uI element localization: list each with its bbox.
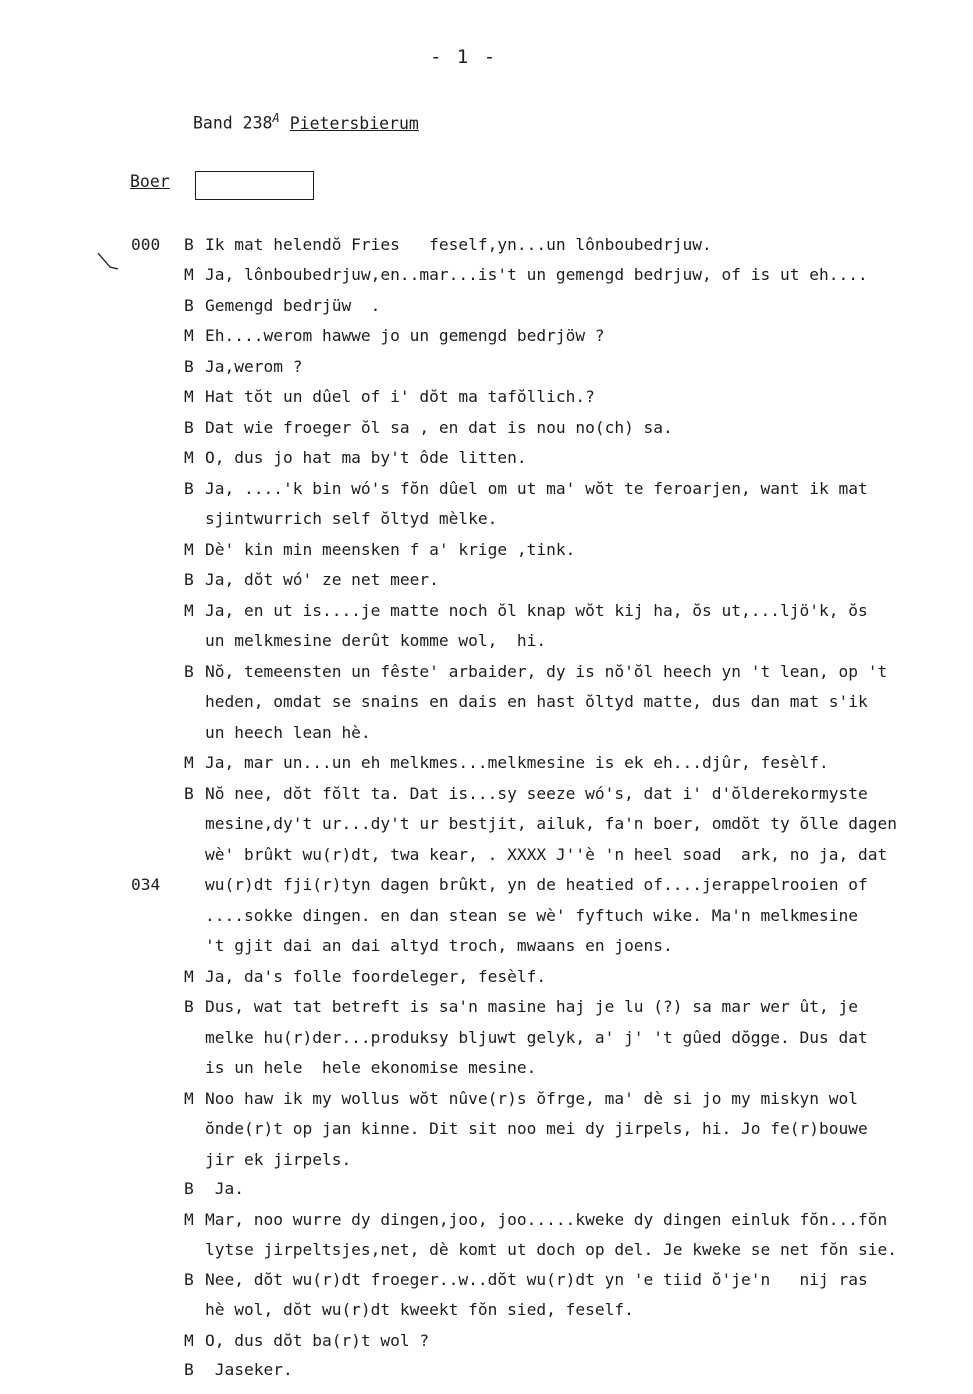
utterance-text: Ja, mar un...un eh melkmes...melkmesine is ek eh...djûr, fesèlf. [205, 753, 829, 772]
utterance-text: O, dus jo hat ma by't ôde litten. [205, 448, 527, 467]
tape-heading [193, 111, 419, 133]
utterance-text: 't gjit dai an dai altyd troch, mwaans en joens. [205, 936, 673, 955]
speaker-label: B [184, 235, 194, 254]
speaker-label: M [184, 540, 194, 559]
location-name: Pietersbierum [289, 113, 419, 133]
speaker-label: B [184, 1179, 194, 1198]
utterance-text: lytse jirpeltsjes,net, dè komt ut doch op del. Je kweke se net fŏn sie. [205, 1240, 897, 1259]
utterance-text: ŏnde(r)t op jan kinne. Dit sit noo mei dy jirpels, hi. Jo fe(r)bouwe [205, 1119, 868, 1138]
speaker-label: M [184, 326, 194, 345]
utterance-text: Nee, dŏt wu(r)dt froeger..w..dŏt wu(r)dt yn 'e tiid ŏ'je'n nij ras [205, 1270, 868, 1289]
band-number: Band 238 [193, 113, 273, 133]
timecode: 000 [131, 235, 161, 254]
speaker-label: M [184, 1331, 194, 1350]
speaker-label: B [184, 662, 194, 681]
utterance-text: hè wol, dŏt wu(r)dt kweekt fŏn sied, feself. [205, 1300, 634, 1319]
informant-label: Boer [130, 172, 170, 191]
utterance-text: Ja,werom ? [205, 357, 303, 376]
utterance-text: un heech lean hè. [205, 723, 371, 742]
utterance-text: is un hele hele ekonomise mesine. [205, 1058, 537, 1077]
utterance-text: Ja, en ut is....je matte noch ŏl knap wŏt kij ha, ŏs ut,...ljö'k, ŏs [205, 601, 868, 620]
utterance-text: Ja, lônboubedrjuw,en..mar...is't un gemengd bedrjuw, of is ut eh.... [205, 265, 868, 284]
utterance-text: heden, omdat se snains en dais en hast ŏltyd matte, dus dan mat s'ik [205, 692, 868, 711]
utterance-text: Dus, wat tat betreft is sa'n masine haj je lu (?) sa mar wer ût, je [205, 997, 858, 1016]
utterance-text: melke hu(r)der...produksy bljuwt gelyk, a' j' 't gûed dŏgge. Dus dat [205, 1028, 868, 1047]
utterance-text: Ja, dŏt wó' ze net meer. [205, 570, 439, 589]
utterance-text: sjintwurrich self ŏltyd mèlke. [205, 509, 498, 528]
utterance-text: Eh....werom hawwe jo un gemengd bedrjöw ? [205, 326, 605, 345]
speaker-label: B [184, 784, 194, 803]
speaker-label: M [184, 265, 194, 284]
utterance-text: ....sokke dingen. en dan stean se wè' fyftuch wike. Ma'n melkmesine [205, 906, 858, 925]
utterance-text: Ja, ....'k bin wó's fŏn dûel om ut ma' wŏt te feroarjen, want ik mat [205, 479, 868, 498]
utterance-text: wu(r)dt fji(r)tyn dagen brûkt, yn de heatied of....jerappelrooien of [205, 875, 868, 894]
speaker-label: B [184, 570, 194, 589]
margin-tick-mark [96, 252, 120, 270]
speaker-label: B [184, 1270, 194, 1289]
speaker-label: M [184, 1210, 194, 1229]
utterance-text: Ik mat helendŏ Fries feself,yn...un lônboubedrjuw. [205, 235, 712, 254]
informant-row [130, 172, 170, 191]
speaker-label: B [184, 357, 194, 376]
speaker-label: B [184, 997, 194, 1016]
utterance-text: O, dus dŏt ba(r)t wol ? [205, 1331, 430, 1350]
speaker-label: M [184, 967, 194, 986]
page-number: - 1 - [430, 46, 498, 68]
speaker-label: B [184, 418, 194, 437]
utterance-text: Dat wie froeger ŏl sa , en dat is nou no(ch) sa. [205, 418, 673, 437]
utterance-text: Jaseker. [205, 1360, 293, 1379]
speaker-label: B [184, 296, 194, 315]
utterance-text: Hat tŏt un dûel of i' dŏt ma tafŏllich.? [205, 387, 595, 406]
speaker-label: M [184, 601, 194, 620]
utterance-text: Dè' kin min meensken f a' krige ,tink. [205, 540, 576, 559]
speaker-label: M [184, 753, 194, 772]
utterance-text: jir ek jirpels. [205, 1150, 352, 1169]
band-superscript: A [272, 111, 280, 125]
utterance-text: mesine,dy't ur...dy't ur bestjit, ailuk, fa'n boer, omdŏt ty ŏlle dagen [205, 814, 897, 833]
utterance-text: Mar, noo wurre dy dingen,joo, joo.....kweke dy dingen einluk fŏn...fŏn [205, 1210, 888, 1229]
redaction-box [195, 171, 314, 200]
speaker-label: B [184, 479, 194, 498]
utterance-text: Ja. [205, 1179, 244, 1198]
timecode: 034 [131, 875, 161, 894]
utterance-text: un melkmesine derût komme wol, hi. [205, 631, 547, 650]
speaker-label: M [184, 1089, 194, 1108]
speaker-label: M [184, 387, 194, 406]
utterance-text: Ja, da's folle foordeleger, fesèlf. [205, 967, 547, 986]
speaker-label: M [184, 448, 194, 467]
speaker-label: B [184, 1360, 194, 1379]
utterance-text: Gemengd bedrjüw . [205, 296, 381, 315]
utterance-text: Nŏ nee, dŏt fŏlt ta. Dat is...sy seeze wó's, dat i' d'ŏlderekormyste [205, 784, 868, 803]
utterance-text: Noo haw ik my wollus wŏt nûve(r)s ŏfrge, ma' dè si jo my miskyn wol [205, 1089, 858, 1108]
utterance-text: Nŏ, temeensten un fêste' arbaider, dy is nŏ'ŏl heech yn 't lean, op 't [205, 662, 888, 681]
utterance-text: wè' brûkt wu(r)dt, twa kear, . XXXX J''è 'n heel soad ark, no ja, dat [205, 845, 888, 864]
